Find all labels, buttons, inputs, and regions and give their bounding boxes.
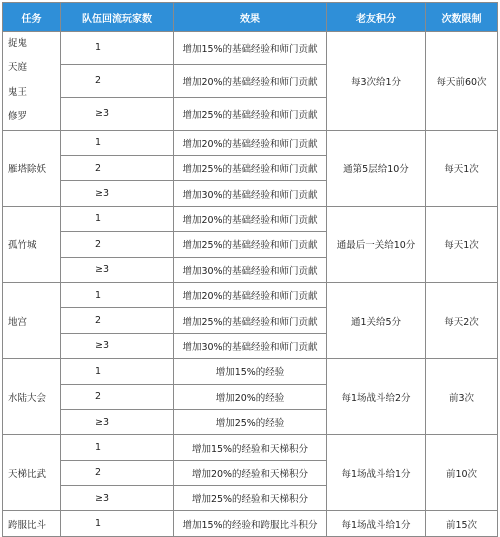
task-name: 天梯比武 [8,468,47,480]
team-returner-count: 2 [61,64,174,97]
team-returner-count: ≥3 [61,486,174,511]
team-returner-count: 1 [61,32,174,65]
effect-cell: 增加25%的经验 [174,409,327,434]
task-cell [3,130,61,206]
header-task: 任务 [3,3,61,32]
friend-points-cell: 通第5层给10分 [327,130,426,206]
table-row [3,32,498,65]
count-limit-cell: 每天1次 [426,130,498,206]
team-returner-count: 2 [61,232,174,257]
effect-cell: 增加15%的经验 [174,359,327,384]
task-cell [3,32,61,131]
header-count-limit: 次数限制 [426,3,498,32]
effect-cell: 增加15%的经验和天梯积分 [174,435,327,460]
friend-points-cell: 通最后一关给10分 [327,206,426,282]
task-name: 修罗 [8,111,28,123]
team-returner-count: 1 [61,435,174,460]
effect-cell: 增加25%的基础经验和师门贡献 [174,156,327,181]
team-returner-count: 1 [61,130,174,155]
task-cell [3,511,61,536]
effect-cell: 增加20%的基础经验和师门贡献 [174,130,327,155]
count-limit-cell: 每天1次 [426,206,498,282]
team-returner-count: 1 [61,359,174,384]
friend-points-cell: 每3次给1分 [327,32,426,131]
team-returner-count: ≥3 [61,333,174,358]
friend-points-cell: 每1场战斗给2分 [327,359,426,435]
effect-cell: 增加15%的基础经验和师门贡献 [174,32,327,65]
team-returner-count: 1 [61,206,174,231]
friend-points-cell: 每1场战斗给1分 [327,435,426,511]
team-returner-count: ≥3 [61,257,174,282]
effect-cell: 增加30%的基础经验和师门贡献 [174,333,327,358]
effect-cell: 增加20%的基础经验和师门贡献 [174,64,327,97]
task-name: 捉鬼 [8,38,28,49]
team-returner-count: 2 [61,460,174,485]
table-row [3,130,498,155]
effect-cell: 增加15%的经验和跨服比斗积分 [174,511,327,536]
effect-cell: 增加25%的基础经验和师门贡献 [174,308,327,333]
effect-cell: 增加30%的基础经验和师门贡献 [174,181,327,206]
count-limit-cell: 每天前60次 [426,32,498,131]
friend-points-cell: 通1关给5分 [327,282,426,358]
team-returner-count: 2 [61,308,174,333]
effect-cell: 增加25%的经验和天梯积分 [174,486,327,511]
team-returner-count: 2 [61,384,174,409]
effect-cell: 增加30%的基础经验和师门贡献 [174,257,327,282]
header-team-returners: 队伍回流玩家数 [61,3,174,32]
count-limit-cell: 前15次 [426,511,498,536]
table-row [3,511,498,536]
table-row [3,435,498,460]
count-limit-cell: 前3次 [426,359,498,435]
effect-cell: 增加20%的经验 [174,384,327,409]
team-returner-count: ≥3 [61,97,174,130]
table-row [3,282,498,307]
count-limit-cell: 每天2次 [426,282,498,358]
task-cell [3,435,61,511]
team-returner-count: 1 [61,511,174,536]
task-name: 鬼王 [8,86,28,98]
effect-cell: 增加20%的经验和天梯积分 [174,460,327,485]
friend-points-cell: 每1场战斗给1分 [327,511,426,536]
task-name: 地宫 [8,316,28,328]
task-cell [3,206,61,282]
reward-table [2,2,498,537]
header-effect: 效果 [174,3,327,32]
task-name: 跨服比斗 [8,519,47,531]
table-header [3,3,498,32]
team-returner-count: 1 [61,282,174,307]
task-name: 雁塔除妖 [8,164,47,176]
table-row [3,206,498,231]
task-cell [3,282,61,358]
team-returner-count: ≥3 [61,181,174,206]
team-returner-count: ≥3 [61,409,174,434]
task-cell [3,359,61,435]
task-name: 天庭 [8,62,28,74]
effect-cell: 增加25%的基础经验和师门贡献 [174,97,327,130]
task-name: 孤竹城 [8,240,37,252]
header-row [3,3,498,32]
table-body [3,32,498,537]
count-limit-cell: 前10次 [426,435,498,511]
header-friend-points: 老友积分 [327,3,426,32]
table-row [3,359,498,384]
effect-cell: 增加20%的基础经验和师门贡献 [174,206,327,231]
effect-cell: 增加20%的基础经验和师门贡献 [174,282,327,307]
task-name: 水陆大会 [8,392,47,404]
effect-cell: 增加25%的基础经验和师门贡献 [174,232,327,257]
team-returner-count: 2 [61,156,174,181]
